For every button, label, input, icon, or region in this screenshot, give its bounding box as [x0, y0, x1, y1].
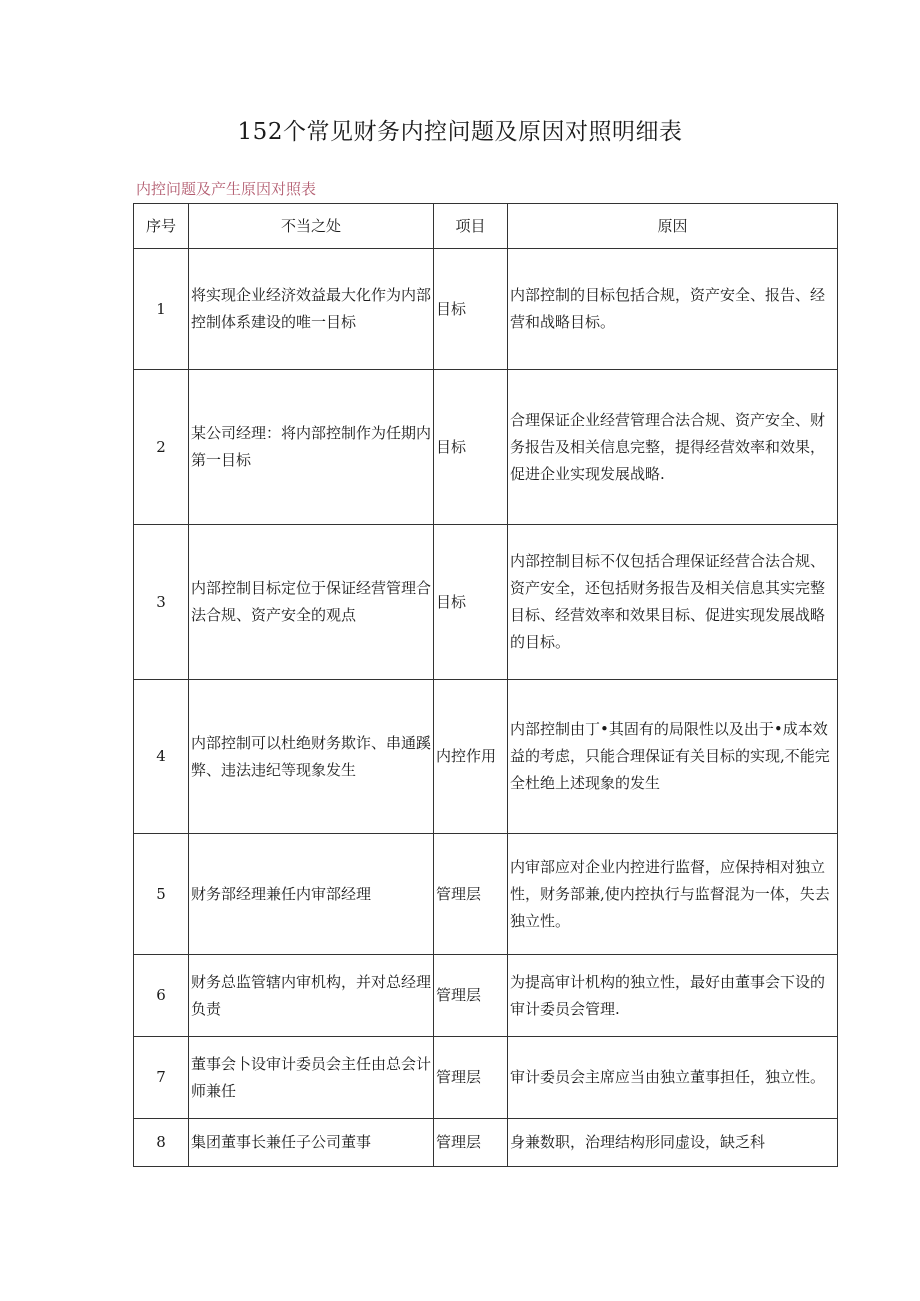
row-number: 3 [134, 525, 189, 680]
row-item: 目标 [434, 525, 508, 680]
row-reason: 为提高审计机构的独立性，最好由董事会下设的审计委员会管理. [508, 955, 838, 1037]
row-issue: 董事会卜设审计委员会主任由总会计师兼任 [189, 1037, 434, 1119]
row-item: 内控作用 [434, 680, 508, 834]
table-row [134, 955, 838, 1037]
table-row [134, 525, 838, 680]
row-issue: 将实现企业经济效益最大化作为内部控制体系建设的唯一目标 [189, 249, 434, 370]
table-row [134, 249, 838, 370]
page-title: 152个常见财务内控问题及原因对照明细表 [237, 119, 683, 145]
row-reason: 合理保证企业经营管理合法合规、资产安全、财务报告及相关信息完整，提得经营效率和效果，促进企业实现发展战略. [508, 370, 838, 525]
table-row [134, 834, 838, 955]
row-reason: 内部控制目标不仅包括合理保证经营合法合规、资产安全，还包括财务报告及相关信息其实完整目标、经营效率和效果目标、促进实现发展战略的目标。 [508, 525, 838, 680]
row-item: 管理层 [434, 1037, 508, 1119]
row-number: 8 [134, 1119, 189, 1167]
row-reason: 内部控制的目标包括合规，资产安全、报告、经营和战略目标。 [508, 249, 838, 370]
issues-table [133, 203, 838, 1167]
table-row [134, 1037, 838, 1119]
header-no: 序号 [134, 204, 189, 249]
row-issue: 财务部经理兼任内审部经理 [189, 834, 434, 955]
row-item: 目标 [434, 370, 508, 525]
row-number: 6 [134, 955, 189, 1037]
table-row [134, 1119, 838, 1167]
row-reason: 内部控制由丁•其固有的局限性以及出于•成本效益的考虑，只能合理保证有关目标的实现,不能完全杜绝上述现象的发生 [508, 680, 838, 834]
row-item: 管理层 [434, 834, 508, 955]
row-item: 管理层 [434, 1119, 508, 1167]
row-issue: 内部控制可以杜绝财务欺诈、串通蹊弊、违法违纪等现象发生 [189, 680, 434, 834]
row-number: 7 [134, 1037, 189, 1119]
row-number: 1 [134, 249, 189, 370]
row-issue: 内部控制目标定位于保证经营管理合法合规、资产安全的观点 [189, 525, 434, 680]
row-issue: 集团董事长兼任子公司董事 [189, 1119, 434, 1167]
header-issue: 不当之处 [189, 204, 434, 249]
row-reason: 身兼数职，治理结构形同虚设，缺乏科 [508, 1119, 838, 1167]
row-number: 5 [134, 834, 189, 955]
table-caption: 内控问题及产生原因对照表 [136, 180, 317, 198]
table-row [134, 370, 838, 525]
header-reason: 原因 [508, 204, 838, 249]
row-reason: 内审部应对企业内控进行监督，应保持相对独立性，财务部兼,使内控执行与监督混为一体，失去独立性。 [508, 834, 838, 955]
row-reason: 审计委员会主席应当由独立董事担任，独立性。 [508, 1037, 838, 1119]
row-number: 2 [134, 370, 189, 525]
row-item: 目标 [434, 249, 508, 370]
row-issue: 财务总监管辖内审机构，并对总经理负责 [189, 955, 434, 1037]
table-row [134, 680, 838, 834]
table-header-row [134, 204, 838, 249]
row-item: 管理层 [434, 955, 508, 1037]
header-item: 项目 [434, 204, 508, 249]
row-number: 4 [134, 680, 189, 834]
row-issue: 某公司经理：将内部控制作为任期内第一目标 [189, 370, 434, 525]
